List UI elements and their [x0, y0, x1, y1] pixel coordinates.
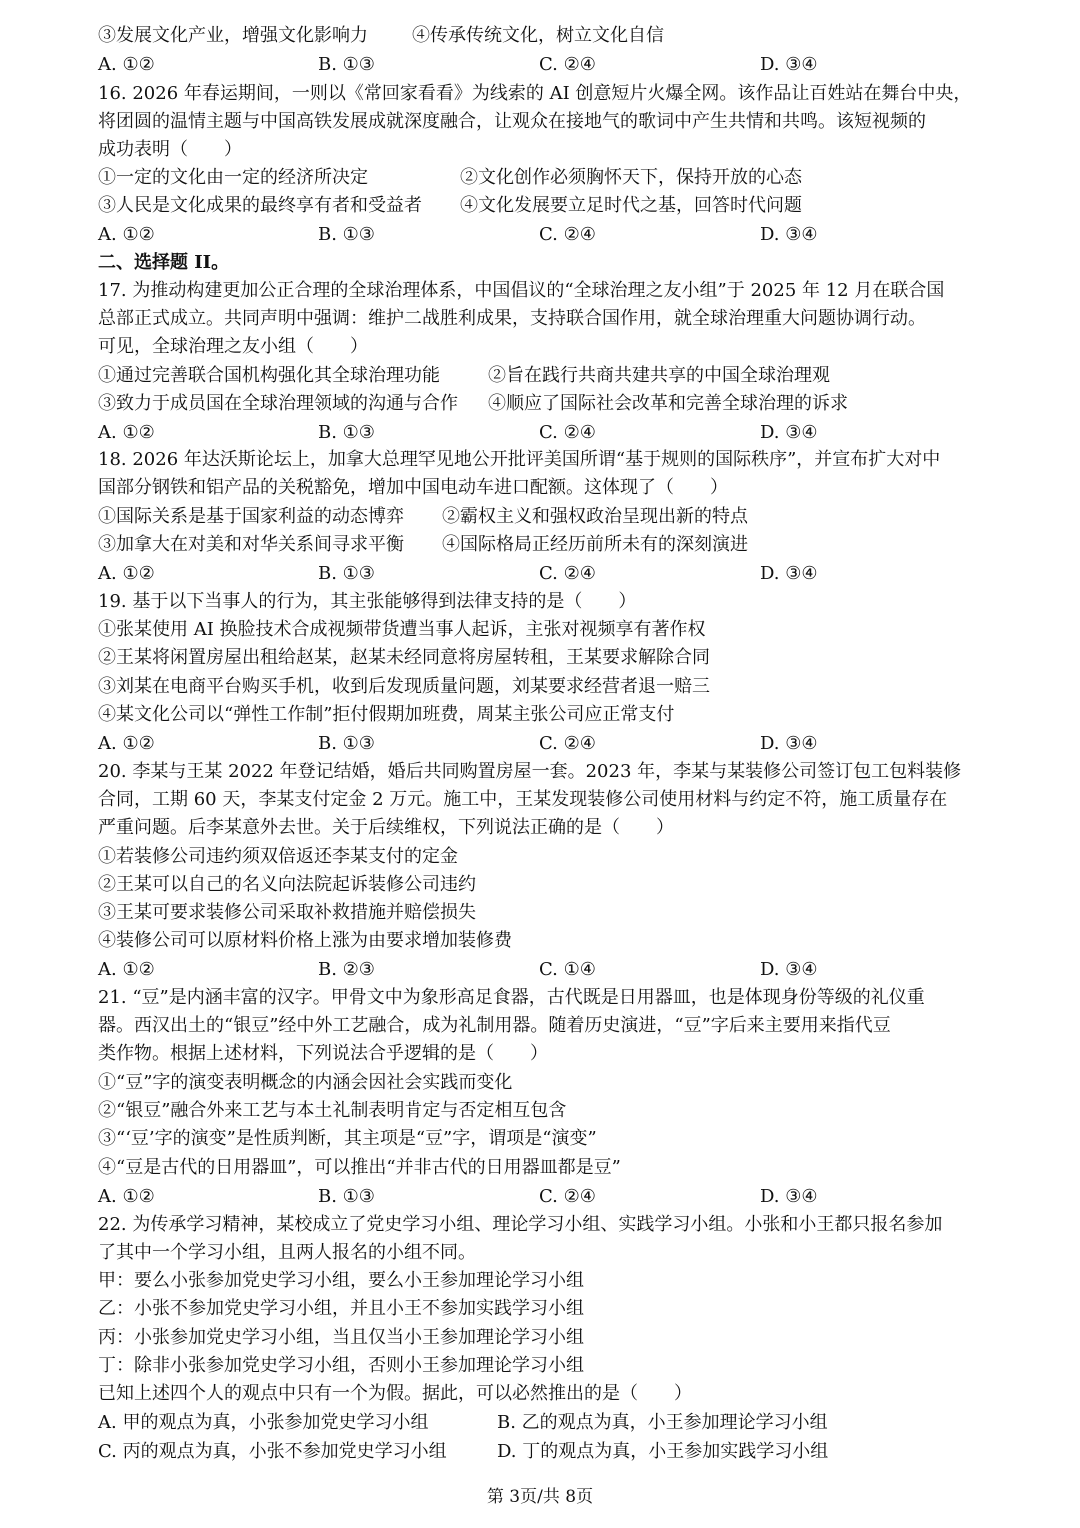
q22-statement-yi: 乙：小张不参加党史学习小组，并且小王不参加实践学习小组 [98, 1298, 584, 1319]
q15-option-c: C. ②④ [539, 54, 596, 75]
q22-option-c: C. 丙的观点为真，小张不参加党史学习小组 [98, 1441, 447, 1462]
q18-statement-1: ①国际关系是基于国家利益的动态博弈 [98, 506, 404, 527]
q21-stem-line-1: 21. “豆”是内涵丰富的汉字。甲骨文中为象形高足食器，古代既是日用器皿，也是体现身份等级的礼仪重 [98, 987, 925, 1008]
q19-statement-4: ④某文化公司以“弹性工作制”拒付假期加班费，周某主张公司应正常支付 [98, 704, 675, 725]
q22-statement-jia: 甲：要么小张参加党史学习小组，要么小王参加理论学习小组 [98, 1270, 584, 1291]
q20-statement-1: ①若装修公司违约须双倍返还李某支付的定金 [98, 846, 458, 867]
q20-option-b: B. ②③ [318, 959, 375, 980]
q16-option-a: A. ①② [98, 224, 155, 245]
q17-option-d: D. ③④ [760, 422, 818, 443]
q21-option-b: B. ①③ [318, 1186, 375, 1207]
q15-option-b: B. ①③ [318, 54, 375, 75]
q20-option-d: D. ③④ [760, 959, 818, 980]
section-heading: 二、选择题 II。 [98, 252, 230, 273]
q19-stem: 19. 基于以下当事人的行为，其主张能够得到法律支持的是（ ） [98, 591, 637, 612]
q19-statement-3: ③刘某在电商平台购买手机，收到后发现质量问题，刘某要求经营者退一赔三 [98, 676, 710, 697]
q22-stem-line-2: 了其中一个学习小组，且两人报名的小组不同。 [98, 1242, 476, 1263]
q18-option-b: B. ①③ [318, 563, 375, 584]
q16-option-b: B. ①③ [318, 224, 375, 245]
q21-statement-3: ③“‘豆’字的演变”是性质判断，其主项是“豆”字，谓项是“演变” [98, 1128, 597, 1149]
q21-stem-line-3: 类作物。根据上述材料，下列说法合乎逻辑的是（ ） [98, 1043, 548, 1064]
q21-statement-2: ②“银豆”融合外来工艺与本土礼制表明肯定与否定相互包含 [98, 1100, 567, 1121]
q18-statement-4: ④国际格局正经历前所未有的深刻演进 [442, 534, 748, 555]
q22-question: 已知上述四个人的观点中只有一个为假。据此，可以必然推出的是（ ） [98, 1383, 692, 1404]
q19-statement-1: ①张某使用 AI 换脸技术合成视频带货遭当事人起诉，主张对视频享有著作权 [98, 619, 706, 640]
q19-option-b: B. ①③ [318, 733, 375, 754]
q21-statement-4: ④“豆是古代的日用器皿”，可以推出“并非古代的日用器皿都是豆” [98, 1157, 621, 1178]
q19-statement-2: ②王某将闲置房屋出租给赵某，赵某未经同意将房屋转租，王某要求解除合同 [98, 647, 710, 668]
q15-option-d: D. ③④ [760, 54, 818, 75]
page-footer: 第 3页/共 8页 [486, 1487, 594, 1507]
q15-option-a: A. ①② [98, 54, 155, 75]
q17-statement-2: ②旨在践行共商共建共享的中国全球治理观 [488, 365, 830, 386]
q20-option-c: C. ①④ [539, 959, 596, 980]
q20-stem-line-2: 合同，工期 60 天，李某支付定金 2 万元。施工中，王某发现装修公司使用材料与约定不符，施工质量存在 [98, 789, 948, 810]
q20-stem-line-3: 严重问题。后李某意外去世。关于后续维权，下列说法正确的是（ ） [98, 817, 674, 838]
q16-stem-line-2: 将团圆的温情主题与中国高铁发展成就深度融合，让观众在接地气的歌词中产生共情和共鸣。该短视频的 [98, 111, 926, 132]
q19-option-d: D. ③④ [760, 733, 818, 754]
q15-statement-4: ④传承传统文化，树立文化自信 [412, 25, 664, 46]
q21-option-d: D. ③④ [760, 1186, 818, 1207]
q21-option-a: A. ①② [98, 1186, 155, 1207]
q16-statement-2: ②文化创作必须胸怀天下，保持开放的心态 [460, 167, 802, 188]
q20-statement-4: ④装修公司可以原材料价格上涨为由要求增加装修费 [98, 930, 512, 951]
q20-stem-line-1: 20. 李某与王某 2022 年登记结婚，婚后共同购置房屋一套。2023 年，李某与某装修公司签订包工包料装修 [98, 761, 962, 782]
q22-option-d: D. 丁的观点为真，小王参加实践学习小组 [497, 1441, 829, 1462]
q15-statement-3: ③发展文化产业，增强文化影响力 [98, 25, 368, 46]
q17-statement-3: ③致力于成员国在全球治理领域的沟通与合作 [98, 393, 458, 414]
q22-option-a: A. 甲的观点为真，小张参加党史学习小组 [98, 1412, 429, 1433]
q17-stem-line-1: 17. 为推动构建更加公正合理的全球治理体系，中国倡议的“全球治理之友小组”于 2025 年 12 月在联合国 [98, 280, 945, 301]
q19-option-a: A. ①② [98, 733, 155, 754]
q18-option-d: D. ③④ [760, 563, 818, 584]
q18-statement-3: ③加拿大在对美和对华关系间寻求平衡 [98, 534, 404, 555]
q20-statement-2: ②王某可以自己的名义向法院起诉装修公司违约 [98, 874, 476, 895]
q22-stem-line-1: 22. 为传承学习精神，某校成立了党史学习小组、理论学习小组、实践学习小组。小张和小王都只报名参加 [98, 1214, 943, 1235]
q17-stem-line-3: 可见，全球治理之友小组（ ） [98, 336, 368, 357]
q22-option-b: B. 乙的观点为真，小王参加理论学习小组 [497, 1412, 828, 1433]
q21-option-c: C. ②④ [539, 1186, 596, 1207]
q16-statement-4: ④文化发展要立足时代之基，回答时代问题 [460, 195, 802, 216]
q16-option-d: D. ③④ [760, 224, 818, 245]
q17-option-c: C. ②④ [539, 422, 596, 443]
q17-statement-4: ④顺应了国际社会改革和完善全球治理的诉求 [488, 393, 848, 414]
q16-option-c: C. ②④ [539, 224, 596, 245]
q16-stem-line-3: 成功表明（ ） [98, 139, 242, 160]
q17-statement-1: ①通过完善联合国机构强化其全球治理功能 [98, 365, 440, 386]
q16-statement-3: ③人民是文化成果的最终享有者和受益者 [98, 195, 422, 216]
q17-option-b: B. ①③ [318, 422, 375, 443]
q19-option-c: C. ②④ [539, 733, 596, 754]
q20-option-a: A. ①② [98, 959, 155, 980]
q17-stem-line-2: 总部正式成立。共同声明中强调：维护二战胜利成果，支持联合国作用，就全球治理重大问题协调行动。 [98, 308, 926, 329]
q18-option-a: A. ①② [98, 563, 155, 584]
q20-statement-3: ③王某可要求装修公司采取补救措施并赔偿损失 [98, 902, 476, 923]
q18-option-c: C. ②④ [539, 563, 596, 584]
q16-stem-line-1: 16. 2026 年春运期间，一则以《常回家看看》为线索的 AI 创意短片火爆全网。该作品让百姓站在舞台中央， [98, 83, 972, 104]
q18-statement-2: ②霸权主义和强权政治呈现出新的特点 [442, 506, 748, 527]
q22-statement-bing: 丙：小张参加党史学习小组，当且仅当小王参加理论学习小组 [98, 1327, 584, 1348]
q21-stem-line-2: 器。西汉出土的“银豆”经中外工艺融合，成为礼制用器。随着历史演进，“豆”字后来主要用来指代豆 [98, 1015, 891, 1036]
q17-option-a: A. ①② [98, 422, 155, 443]
q18-stem-line-2: 国部分钢铁和铝产品的关税豁免，增加中国电动车进口配额。这体现了（ ） [98, 477, 728, 498]
q18-stem-line-1: 18. 2026 年达沃斯论坛上，加拿大总理罕见地公开批评美国所谓“基于规则的国际秩序”，并宣布扩大对中 [98, 449, 941, 470]
q16-statement-1: ①一定的文化由一定的经济所决定 [98, 167, 368, 188]
q21-statement-1: ①“豆”字的演变表明概念的内涵会因社会实践而变化 [98, 1072, 513, 1093]
q22-statement-ding: 丁：除非小张参加党史学习小组，否则小王参加理论学习小组 [98, 1355, 584, 1376]
